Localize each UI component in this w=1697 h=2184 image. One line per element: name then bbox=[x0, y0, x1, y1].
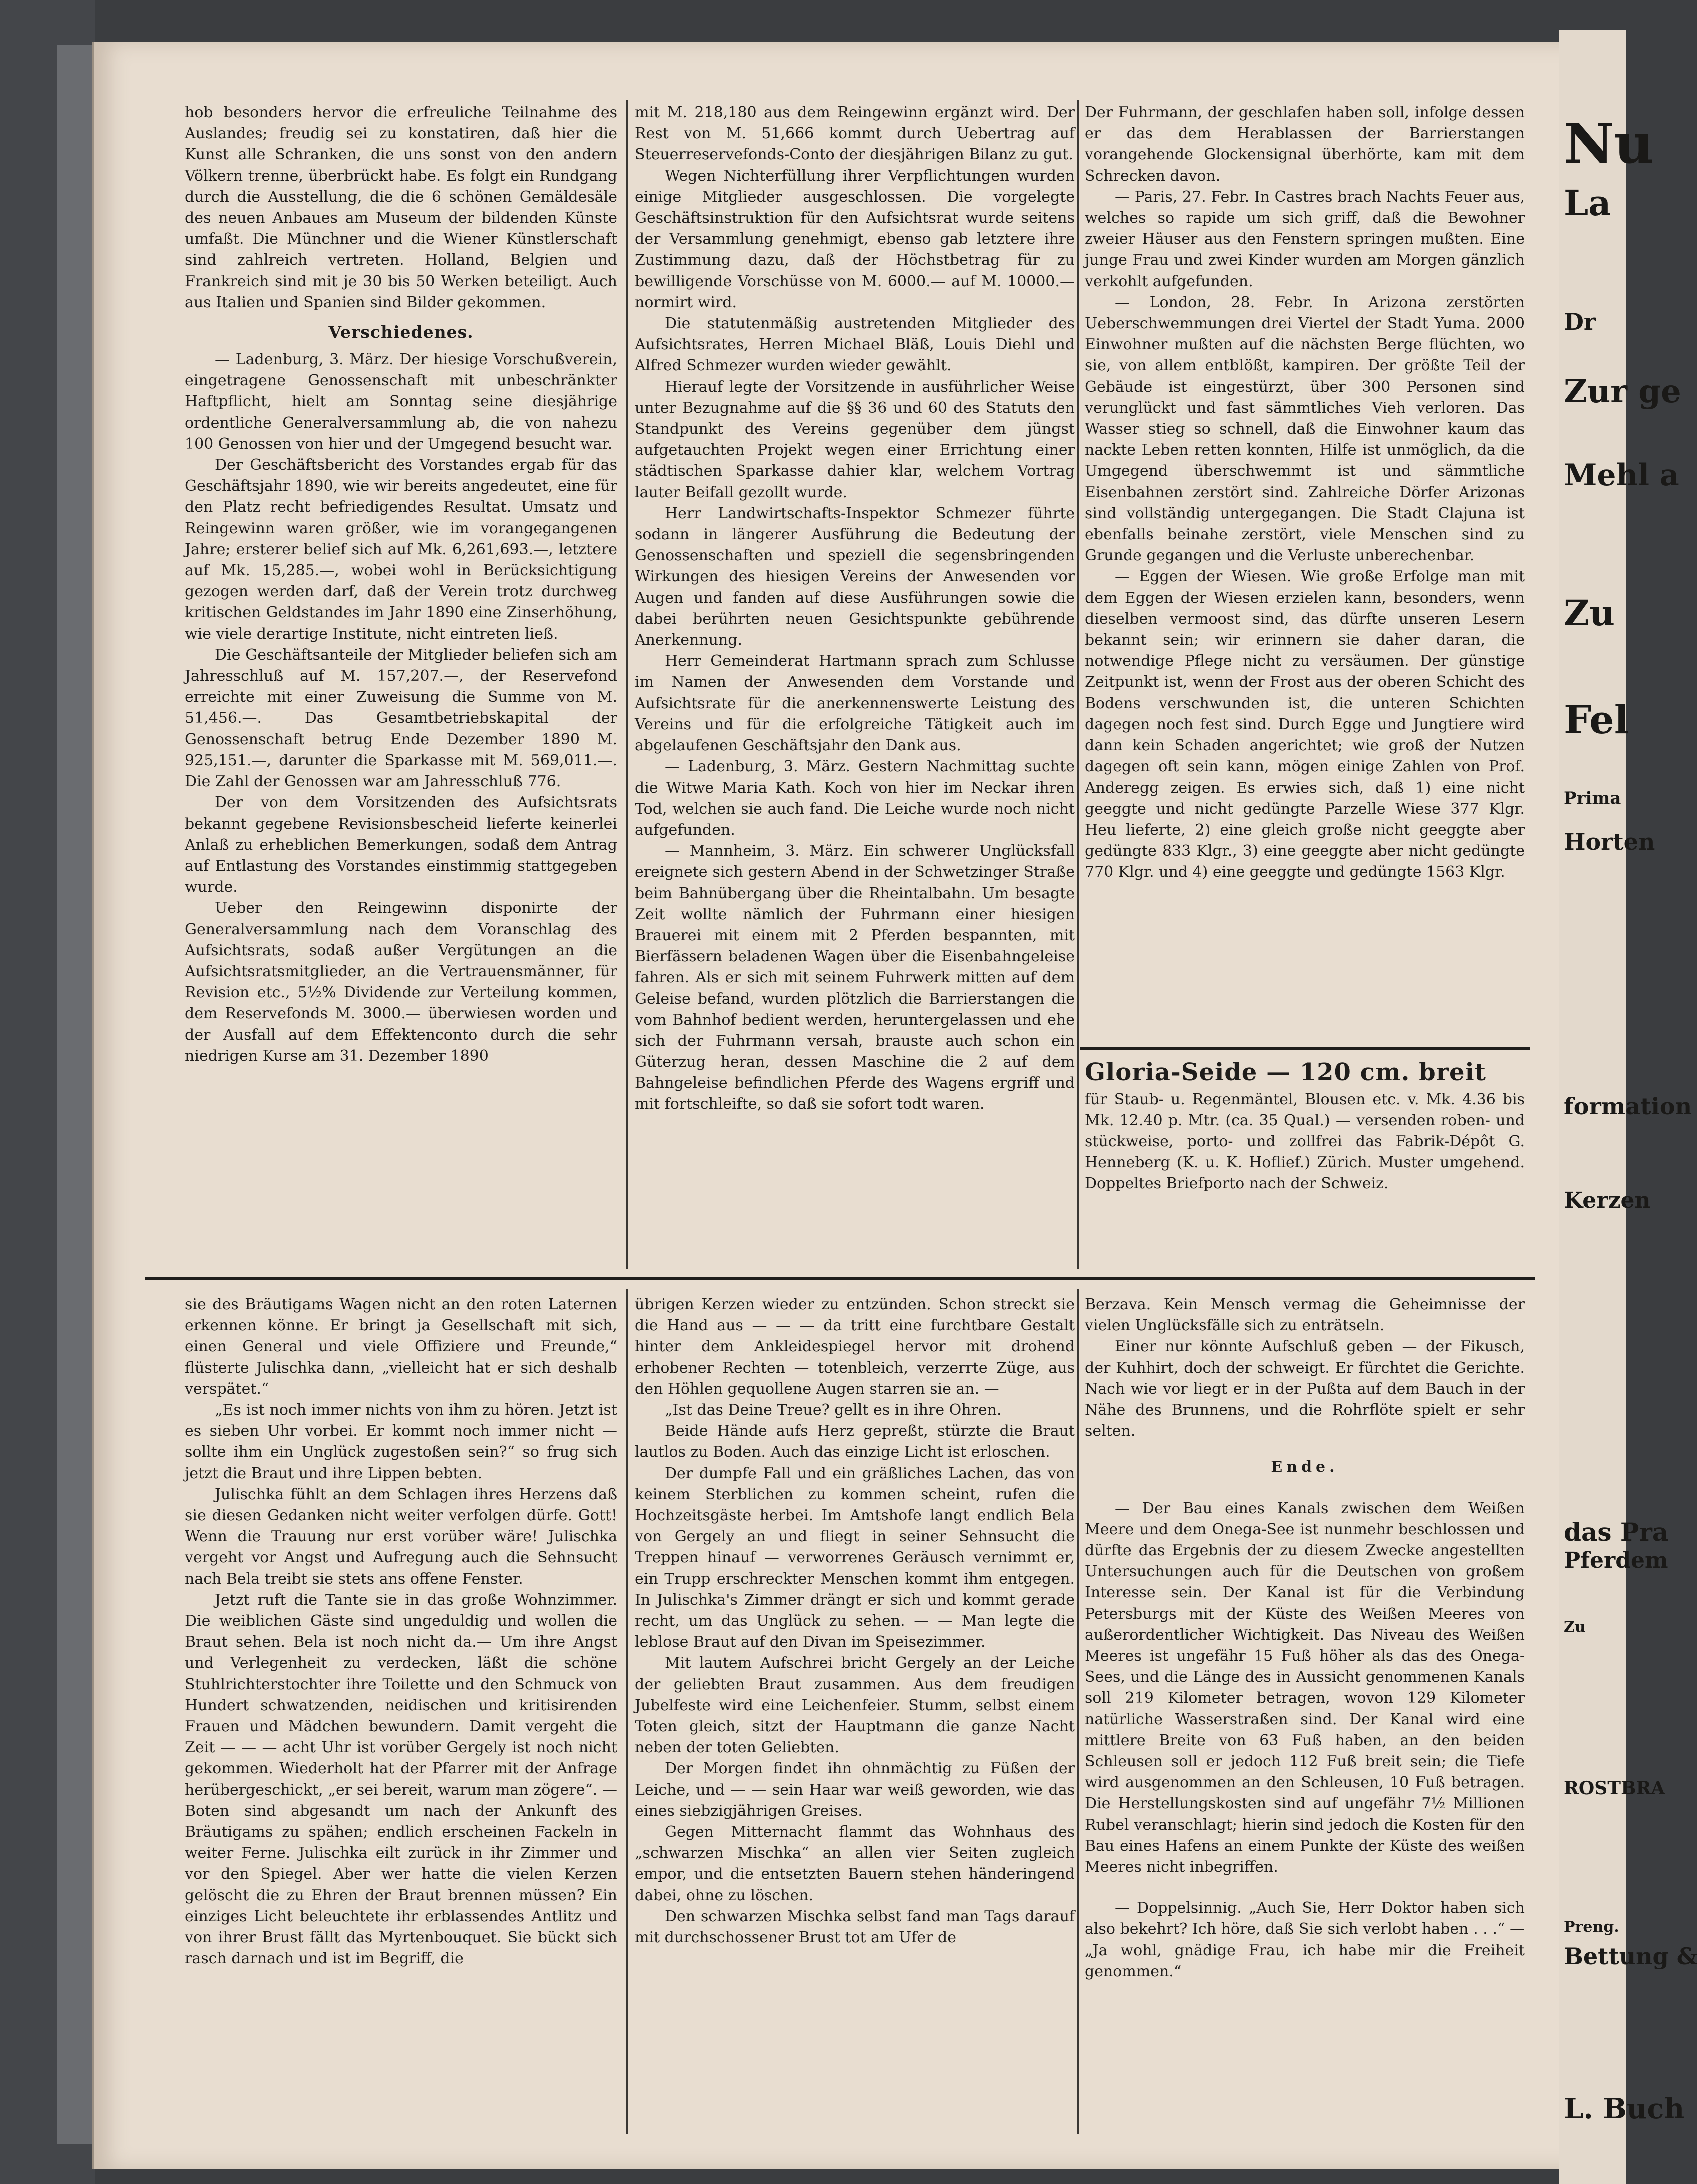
column-divider bbox=[1077, 1289, 1079, 2134]
col5-paragraph: Den schwarzen Mischka selbst fand man Tags darauf mit durchschossener Brust tot am Ufer de bbox=[635, 1907, 1075, 1947]
edge-fragment: Zu bbox=[1564, 592, 1615, 634]
edge-fragment: Fel bbox=[1564, 697, 1629, 743]
column-divider bbox=[626, 1289, 628, 2134]
col6-paragraph: — Der Bau eines Kanals zwischen dem Weißen Meere und dem Onega-See ist nunmehr beschlossen und dürfte das Ergebnis der zu diesem Zwecke angestellten Untersuchungen auch für die Deutschen von großem Interesse sein. Der Kanal ist für die Verbindung Petersburgs mit der Küste des Weißen Meeres von außerordentlicher Wichtigkeit. Das Niveau des Weißen Meeres ist ungefähr 15 Fuß höher als das des Onega-Sees, und die Länge des in Aussicht genommenen Kanals soll 219 Kilometer betragen, wovon 129 Kilometer natürliche Wasserstraßen sind. Der Kanal wird eine mittlere Breite von 63 Fuß haben, an den beiden Schleusen soll er jedoch 112 Fuß breit sein; die Tiefe wird ausgenommen an den Schleusen, 10 Fuß betragen. Die Herstellungskosten sind auf ungefähr 7½ Millionen Rubel veranschlagt; hierin sind jedoch die Kosten für den Bau eines Hafens an einem Punkte der Küste des weißen Meeres nicht inbegriffen. bbox=[1085, 1499, 1525, 1876]
col5-paragraph: Der dumpfe Fall und ein gräßliches Lachen, das von keinem Sterblichen zu kommen scheint, rufen die Hochzeitsgäste herbei. Im Amtshofe langt endlich Bela von Gergely an und fliegt in seiner Sehnsucht die Treppen hinauf — verworrenes Geräusch vernimmt er, ein Trupp erschreckter Menschen kommt ihm entgegen. In Julischka's Zimmer drängt er sich und kommt gerade recht, um das Unglück zu sehen. — — Man legte die leblose Braut auf den Divan im Speisezimmer. bbox=[635, 1464, 1075, 1651]
binder-strip bbox=[57, 45, 97, 2144]
edge-fragment: La bbox=[1564, 182, 1611, 224]
col1-paragraph: Der von dem Vorsitzenden des Aufsichtsrats bekannt gegebene Revisionsbescheid lieferte keinerlei Anlaß zu erheblichen Bemerkungen, sodaß dem Antrag auf Entlastung des Vorstandes einstimmig stattgegeben wurde. bbox=[185, 794, 617, 896]
edge-fragment: ROSTBRA bbox=[1564, 1778, 1665, 1799]
col2-paragraph: — Ladenburg, 3. März. Gestern Nachmittag suchte die Witwe Maria Kath. Koch von hier im Neckar ihren Tod, welchen sie auch fand. Die Leiche wurde noch nicht aufgefunden. bbox=[635, 758, 1075, 839]
column-4 bbox=[185, 1294, 617, 2134]
col2-paragraph: Hierauf legte der Vorsitzende in ausführlicher Weise unter Bezugnahme auf die §§ 36 und 60 des Statuts den Standpunkt des Vereins gegenüber dem jüngst aufgetauchten Projekt wegen einer Errichtung einer städtischen Sparkasse dahier klar, welchem Vortrag lauter Beifall gezollt wurde. bbox=[635, 378, 1075, 501]
col6-paragraph: Einer nur könnte Aufschluß geben — der Fikusch, der Kuhhirt, doch der schweigt. Er fürchtet die Gerichte. Nach wie vor liegt er in der Pußta auf dem Bauch in der Nähe des Brunnens, und die Rohrflöte spielt er sehr selten. bbox=[1085, 1338, 1525, 1440]
col4-paragraph: „Es ist noch immer nichts von ihm zu hören. Jetzt ist es sieben Uhr vorbei. Er kommt noch immer nicht — sollte ihm ein Unglück zugestoßen sein?“ so frug sich jetzt die Braut und ihre Lippen bebten. bbox=[185, 1401, 617, 1482]
col2-paragraph: Herr Gemeinderat Hartmann sprach zum Schlusse im Namen der Anwesenden dem Vorstande und Aufsichtsrate für die anerkennenswerte Leistung des Vereins und für die erfolgreiche Tätigkeit auch im abgelaufenen Geschäftsjahr den Dank aus. bbox=[635, 652, 1075, 755]
col2-paragraph: mit M. 218,180 aus dem Reingewinn ergänzt wird. Der Rest von M. 51,666 kommt durch Uebertrag auf Steuerreservefonds-Conto der diesjährigen Bilanz zu gut. bbox=[635, 104, 1075, 164]
edge-fragment: das Pra bbox=[1564, 1517, 1669, 1547]
col3-paragraph: Der Fuhrmann, der geschlafen haben soll, infolge dessen er das dem Herablassen der Barrierstangen vorangehende Glockensignal überhörte, kam mit dem Schrecken davon. bbox=[1085, 104, 1525, 185]
col1-paragraph: Der Geschäftsbericht des Vorstandes ergab für das Geschäftsjahr 1890, wie wir bereits angedeutet, eine für den Platz recht befriedigendes Resultat. Umsatz und Reingewinn waren größer, wie im vorangegangenen Jahre; ersterer belief sich auf Mk. 6,261,693.—, letztere auf Mk. 15,285.—, wobei wohl in Berücksichtigung gezogen werden darf, daß der Verein trotz durchweg kritischen Geldstandes im Jahr 1890 eine Zinserhöhung, wie viele derartige Institute, nicht eintreten ließ. bbox=[185, 456, 617, 643]
col2-paragraph: Wegen Nichterfüllung ihrer Verpflichtungen wurden einige Mitglieder ausgeschlossen. Die vorgelegte Geschäftsinstruktion für den Aufsichtsrat wurde seitens der Versammlung genehmigt, ebenso gab letztere ihre Zustimmung dazu, daß der Höchstbetrag für zu bewilligende Vorschüsse von M. 6000.— auf M. 10000.— normirt wird. bbox=[635, 167, 1075, 311]
column-2 bbox=[635, 102, 1075, 1272]
col5-paragraph: Der Morgen findet ihn ohnmächtig zu Füßen der Leiche, und — — sein Haar war weiß geworden, wie das eines siebzigjährigen Greises. bbox=[635, 1760, 1075, 1820]
edge-fragment: Prima bbox=[1564, 788, 1621, 808]
col3-paragraph: — London, 28. Febr. In Arizona zerstörten Ueberschwemmungen drei Viertel der Stadt Yuma. 2000 Einwohner mußten auf die nächsten Berge flüchten, wo sie, von allem entblößt, kampiren. Der größte Teil der Gebäude ist eingestürzt, über 300 Personen sind verunglückt und fast sämmtliches Vieh verloren. Das Wasser stieg so schnell, daß die Einwohner kaum das nackte Leben retten konnten, Hilfe ist unmöglich, da die Umgegend überschwemmt ist und sämmtliche Eisenbahnen zerstört sind. Zahlreiche Dörfer Arizonas sind vollständig untergegangen. Die Stadt Clajuna ist ebenfalls beinahe zerstört, viele Menschen sind zu Grunde gegangen und die Verluste unberechenbar. bbox=[1085, 293, 1525, 565]
section-heading: Verschiedenes. bbox=[328, 322, 474, 342]
edge-fragment: Preng. bbox=[1564, 1918, 1619, 1936]
col2-paragraph: Herr Landwirtschafts-Inspektor Schmezer führte sodann in längerer Ausführung die Bedeutung der Genossenschaften und speziell die segensbringenden Wirkungen des hiesigen Vereins der Anwesenden vor Augen und fanden auf diese Ausführungen sowie die dabei berührten neuen Gesichtspunkte gebührende Anerkennung. bbox=[635, 504, 1075, 649]
edge-fragment: Dr bbox=[1564, 308, 1596, 335]
edge-fragment: L. Buch bbox=[1564, 2092, 1685, 2125]
col2-paragraph: — Mannheim, 3. März. Ein schwerer Unglücksfall ereignete sich gestern Abend in der Schwetzinger Straße beim Bahnübergang über die Rheintalbahn. Um besagte Zeit wollte nämlich der Fuhrmann einer hiesigen Brauerei mit einem mit 2 Pferden bespannten, mit Bierfässern beladenen Wagen über die Eisenbahngeleise fahren. Als er sich mit seinem Fuhrwerk mitten auf dem Geleise befand, wurden plötzlich die Barrierstangen die vom Bahnhof bedient werden, heruntergelassen und ehe sich der Fuhrmann versah, brauste auch schon ein Güterzug heran, dessen Maschine die 2 auf dem Bahngeleise befindlichen Pferde des Wagens ergriff und mit fortschleifte, so daß sie sofort todt waren. bbox=[635, 842, 1075, 1113]
col5-paragraph: Beide Hände aufs Herz gepreßt, stürzte die Braut lautlos zu Boden. Auch das einzige Licht ist erloschen. bbox=[635, 1422, 1075, 1461]
edge-fragment: Mehl a bbox=[1564, 458, 1679, 493]
ad-body: für Staub- u. Regenmäntel, Blousen etc. v. Mk. 4.36 bis Mk. 12.40 p. Mtr. (ca. 35 Qual.) — versenden roben- und stückweise, porto- und zollfrei das Fabrik-Dépôt G. Henneberg (K. u. K. Hoflief.) Zürich. Muster umgehend. Doppeltes Briefporto nach der Schweiz. bbox=[1085, 1091, 1525, 1192]
col1-paragraph: hob besonders hervor die erfreuliche Teilnahme des Auslandes; freudig sei zu konstatiren, daß hier die Kunst alle Schranken, die uns sonst von den andern Völkern trenne, überbrückt habe. Es folgt ein Rundgang durch die Ausstellung, die die 6 schönen Gemäldesäle des neuen Anbaues am Museum der bildenden Künste umfaßt. Die Münchner und die Wiener Künstlerschaft sind zahlreich vertreten. Holland, Belgien und Frankreich sind mit je 30 bis 50 Werken beteiligt. Auch aus Italien und Spanien sind Bilder gekommen. bbox=[185, 104, 617, 311]
col5-paragraph: Mit lautem Aufschrei bricht Gergely an der Leiche der geliebten Braut zusammen. Aus dem freudigen Jubelfeste wird eine Leichenfeier. Stumm, selbst einem Toten gleich, sitzt der Hauptmann die ganze Nacht neben der toten Geliebten. bbox=[635, 1654, 1075, 1757]
edge-fragment: Horten bbox=[1564, 828, 1655, 855]
column-1 bbox=[185, 102, 617, 1272]
col3-paragraph: — Eggen der Wiesen. Wie große Erfolge man mit dem Eggen der Wiesen erzielen kann, besonders, wenn dieselben vermoost sind, das dürfte unseren Lesern bekannt sein; wir erinnern sie daher daran, die notwendige Pflege nicht zu versäumen. Der günstige Zeitpunkt ist, wenn der Frost aus der oberen Schicht des Bodens verschwunden ist, die unteren Schichten dagegen noch fest sind. Durch Egge und Jungtiere wird dann kein Schaden angerichtet; wie groß der Nutzen dagegen oft sein kann, mögen einige Zahlen von Prof. Anderegg zeigen. Es erwies sich, daß 1) eine nicht geeggte und nicht gedüngte Parzelle Wiese 377 Klgr. Heu lieferte, 2) eine gleich große nicht geeggte aber gedüngte 833 Klgr., 3) eine geeggte aber nicht gedüngte 770 Klgr. und 4) eine geeggte und gedüngte 1563 Klgr. bbox=[1085, 568, 1525, 881]
column-6 bbox=[1085, 1294, 1525, 2134]
col4-paragraph: sie des Bräutigams Wagen nicht an den roten Laternen erkennen könne. Er bringt ja Gesellschaft mit sich, einen General und viele Offiziere und Freunde,“ flüsterte Julischka dann, „vielleicht hat er sich deshalb verspätet.“ bbox=[185, 1296, 617, 1398]
ad-title: Gloria-Seide — 120 cm. breit bbox=[1085, 1058, 1486, 1086]
column-divider bbox=[1077, 100, 1079, 1269]
col1-paragraph: Die Geschäftsanteile der Mitglieder beliefen sich am Jahresschluß auf M. 157,207.—, der Reservefond erreichte mit einer Zuweisung die Summe von M. 51,456.—. Das Gesamtbetriebskapital der Genossenschaft betrug Ende Dezember 1890 M. 925,151.—, darunter die Sparkasse mit M. 569,011.—. Die Zahl der Genossen war am Jahresschluß 776. bbox=[185, 646, 617, 791]
edge-fragment: Zu bbox=[1564, 1618, 1586, 1636]
edge-fragment: Zur ge bbox=[1564, 373, 1681, 410]
col5-paragraph: „Ist das Deine Treue? gellt es in ihre Ohren. bbox=[665, 1401, 1002, 1419]
col6-paragraph: Berzava. Kein Mensch vermag die Geheimnisse der vielen Unglücksfälle sich zu enträtseln. bbox=[1085, 1296, 1525, 1335]
feuilleton-rule bbox=[145, 1277, 1535, 1280]
column-divider bbox=[626, 100, 628, 1269]
col5-paragraph: übrigen Kerzen wieder zu entzünden. Schon streckt sie die Hand aus — — — da tritt eine furchtbare Gestalt hinter dem Ankleidespiegel hervor mit drohend erhobener Rechten — totenbleich, verzerrte Züge, aus den Höhlen gequollene Augen starren sie an. — bbox=[635, 1296, 1075, 1398]
edge-fragment: Pferdem bbox=[1564, 1548, 1668, 1573]
facing-page-edge bbox=[1559, 30, 1697, 2184]
col6-paragraph: — Doppelsinnig. „Auch Sie, Herr Doktor haben sich also bekehrt? Ich höre, daß Sie sich verlobt haben . . .“ — „Ja wohl, gnädige Frau, ich habe mir die Freiheit genommen.“ bbox=[1085, 1899, 1525, 1980]
column-3 bbox=[1085, 102, 1525, 1042]
col4-paragraph: Julischka fühlt an dem Schlagen ihres Herzens daß sie diesen Gedanken nicht weiter verfolgen dürfe. Gott! Wenn die Trauung nur erst vorüber wäre! Julischka vergeht vor Angst und Aufregung auch die Sehnsucht nach Bela treibt sie stets ans offene Fenster. bbox=[185, 1485, 617, 1588]
col1-paragraph: — Ladenburg, 3. März. Der hiesige Vorschußverein, eingetragene Genossenschaft mit unbeschränkter Haftpflicht, hielt am Sonntag seine diesjährige ordentliche Generalversammlung ab, die von nahezu 100 Genossen von hier und der Umgegend besucht war. bbox=[185, 351, 617, 453]
ad-top-rule bbox=[1080, 1047, 1530, 1050]
col2-paragraph: Die statutenmäßig austretenden Mitglieder des Aufsichtsrates, Herren Michael Bläß, Louis Diehl und Alfred Schmezer wurden wieder gewählt. bbox=[635, 315, 1075, 375]
story-end-marker: Ende. bbox=[1271, 1458, 1339, 1476]
col1-paragraph: Ueber den Reingewinn disponirte der Generalversammlung nach dem Voranschlag des Aufsichtsrats, sodaß außer Vergütungen an die Aufsichtsratsmitglieder, an die Vertrauensmänner, für Revision etc., 5½% Dividende zur Verteilung kommen, dem Reservefonds M. 3000.— überwiesen worden und der Ausfall auf dem Effektenconto durch die sehr niedrigen Kurse am 31. Dezember 1890 bbox=[185, 899, 617, 1065]
edge-fragment: Kerzen bbox=[1564, 1188, 1651, 1213]
edge-fragment: Bettung & bbox=[1564, 1943, 1697, 1970]
col4-paragraph: Jetzt ruft die Tante sie in das große Wohnzimmer. Die weiblichen Gäste sind ungeduldig und wollen die Braut sehen. Bela ist noch nicht da.— Um ihre Angst und Verlegenheit zu verdecken, läßt die schöne Stuhlrichterstochter ihre Toilette und den Schmuck von Hundert schwatzenden, neidischen und kritisirenden Frauen und Mädchen bewundern. Damit vergeht die Zeit — — — acht Uhr ist vorüber Gergely ist noch nicht gekommen. Wiederholt hat der Pfarrer mit der Anfrage herübergeschickt, „er sei bereit, warum man zögere“. — Boten sind abgesandt um nach der Ankunft des Bräutigams zu spähen; endlich erscheinen Fackeln in weiter Ferne. Julischka eilt zurück in ihr Zimmer und vor den Spiegel. Aber wer hatte die vielen Kerzen gelöscht die zu Ehren der Braut brennen müssen? Ein einziges Licht beleuchtete ihr erblassendes Antlitz und von ihrer Brust fällt das Myrtenbouquet. Sie bückt sich rasch darnach und ist im Begriff, die bbox=[185, 1591, 617, 1968]
column-5 bbox=[635, 1294, 1075, 2134]
col5-paragraph: Gegen Mitternacht flammt das Wohnhaus des „schwarzen Mischka“ an allen vier Seiten zugleich empor, und die entsetzten Bauern stehen händeringend dabei, ohne zu löschen. bbox=[635, 1823, 1075, 1904]
col3-paragraph: — Paris, 27. Febr. In Castres brach Nachts Feuer aus, welches so rapide um sich griff, daß die Bewohner zweier Häuser aus den Fenstern springen mußten. Eine junge Frau und zwei Kinder wurden am Morgen gänzlich verkohlt aufgefunden. bbox=[1085, 188, 1525, 290]
edge-fragment: Nu bbox=[1564, 111, 1654, 176]
advertisement-gloria-seide bbox=[1085, 1055, 1525, 1254]
edge-fragment: formation bbox=[1564, 1093, 1692, 1120]
